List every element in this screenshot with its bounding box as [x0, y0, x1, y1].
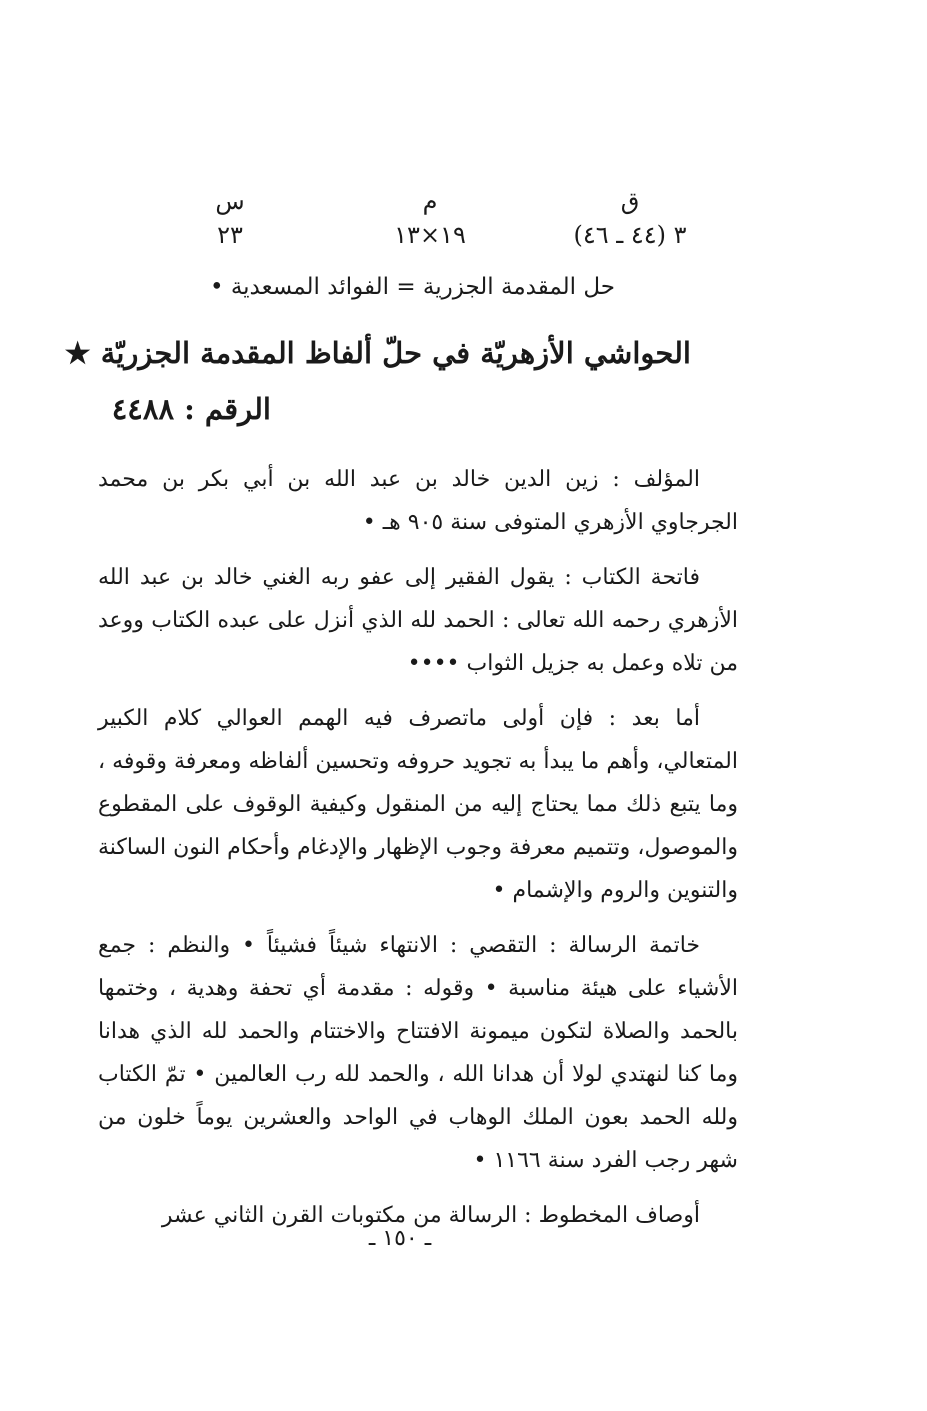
closing-paragraph: خاتمة الرسالة : التقصي : الانتهاء شيئاً فشيئاً • والنظم : جمع الأشياء على هيئة مناسبة • وقوله : مقدمة أي تحفة وهدية ، وختمها بالحمد والصلاة لتكون ميمونة الافتتاح والاختتام والحمد لله الذي هدانا وما كنا لنهتدي لولا أن هدانا الله ، والحمد لله رب العالمين • تمّ الكتاب ولله الحمد بعون الملك الوهاب في الواحد والعشرين يوماً خلون من شهر رجب الفرد سنة ١١٦٦ •: [98, 933, 738, 1173]
header-column-m-value: ١٩×١٣: [394, 221, 466, 249]
header-column-q-value: ٣ (٤٤ ـ ٤٦): [573, 221, 687, 249]
catalog-number: الرقم : ٤٤٨٨: [111, 392, 271, 426]
header-column-q-label: ق: [620, 187, 640, 215]
header-column-s: [190, 184, 270, 252]
book-title: الحواشي الأزهريّة في حلّ ألفاظ المقدمة الجزريّة ★: [64, 336, 691, 370]
author-paragraph: المؤلف : زين الدين خالد بن عبد الله بن أبي بكر بن محمد الجرجاوي الأزهري المتوفى سنة ٩٠٥ هـ •: [98, 467, 738, 535]
preface-paragraph: أما بعد : فإن أولى ماتصرف فيه الهمم العوالي كلام الكبير المتعالي، وأهم ما يبدأ به تجويد حروفه وتحسين ألفاظه ومعرفة وقوفه ، وما يتبع ذلك مما يحتاج إليه من المنقول وكيفية الوقوف على المقطوع والموصول، وتتميم معرفة وجوب الإظهار والإدغام وأحكام النون الساكنة والتنوين والروم والإشمام •: [98, 706, 738, 903]
header-column-q: [560, 184, 700, 252]
header-column-m-label: م: [422, 187, 438, 215]
header-column-s-label: س: [215, 187, 245, 215]
header-column-m: [370, 184, 490, 252]
header-column-s-value: ٢٣: [217, 221, 243, 249]
manuscript-description-paragraph: أوصاف المخطوط : الرسالة من مكتوبات القرن الثاني عشر: [161, 1203, 700, 1228]
page-number: ـ ١٥٠ ـ: [368, 1226, 432, 1251]
opening-paragraph: فاتحة الكتاب : يقول الفقير إلى عفو ربه الغني خالد بن عبد الله الأزهري رحمه الله تعالى : الحمد لله الذي أنزل على عبده الكتاب ووعد من تلاه وعمل به جزيل الثواب ••••: [98, 565, 738, 676]
alternate-title: حل المقدمة الجزرية = الفوائد المسعدية •: [209, 274, 615, 300]
description-body: [98, 458, 738, 1249]
